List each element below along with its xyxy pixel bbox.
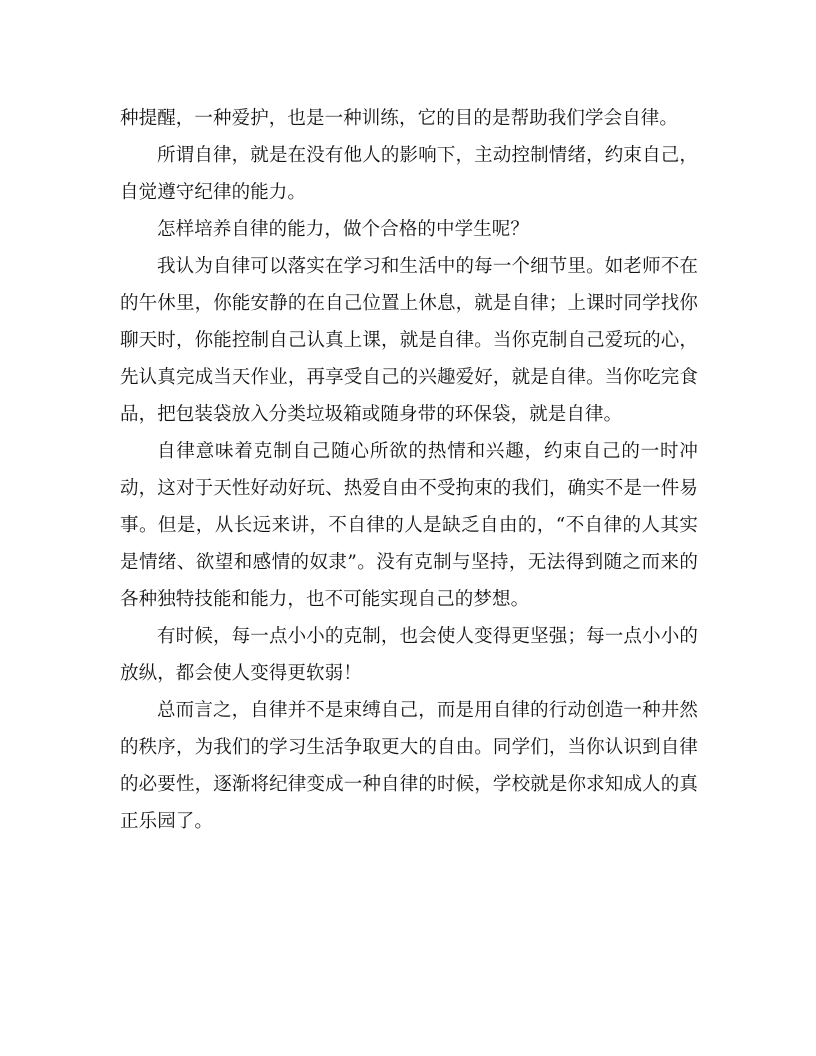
paragraph-definition: 所谓自律，就是在没有他人的影响下，主动控制情绪，约束自己，自觉遵守纪律的能力。 xyxy=(120,145,698,203)
paragraph-restraint: 有时候，每一点小小的克制，也会使人变得更坚强；每一点小小的放纵，都会使人变得更软弱！ xyxy=(120,626,698,684)
paragraph-meaning: 自律意味着克制自己随心所欲的热情和兴趣，约束自己的一时冲动，这对于天性好动好玩、热爱自由不受拘束的我们，确实不是一件易事。但是，从长远来讲，不自律的人是缺乏自由的，“不自律的人其实是情绪、欲望和感情的奴隶”。没有克制与坚持，无法得到随之而来的各种独特技能和能力，也不可能实现自己的梦想。 xyxy=(120,441,698,610)
paragraph-question: 怎样培养自律的能力，做个合格的中学生呢？ xyxy=(157,219,530,240)
document-body xyxy=(120,100,698,840)
paragraph-conclusion: 总而言之，自律并不是束缚自己，而是用自律的行动创造一种井然的秩序，为我们的学习生活争取更大的自由。同学们，当你认识到自律的必要性，逐渐将纪律变成一种自律的时候，学校就是你求知成人的真正乐园了。 xyxy=(120,700,698,832)
paragraph-examples: 我认为自律可以落实在学习和生活中的每一个细节里。如老师不在的午休里，你能安静的在自己位置上休息，就是自律；上课时同学找你聊天时，你能控制自己认真上课，就是自律。当你克制自己爱玩的心，先认真完成当天作业，再享受自己的兴趣爱好，就是自律。当你吃完食品，把包装袋放入分类垃圾箱或随身带的环保袋，就是自律。 xyxy=(120,256,698,425)
paragraph-continuation: 种提醒，一种爱护，也是一种训练，它的目的是帮助我们学会自律。 xyxy=(120,108,679,129)
